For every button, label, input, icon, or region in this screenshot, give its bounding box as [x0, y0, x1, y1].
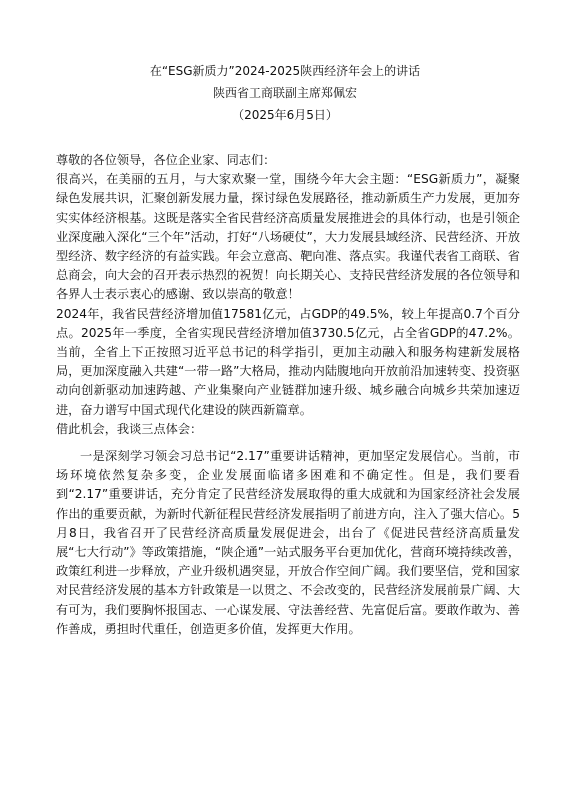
- speaker-line: 陕西省工商联副主席郑佩宏: [212, 86, 357, 100]
- document-header: [0, 60, 570, 126]
- paragraph-economy-stats: 2024年，我省民营经济增加值17581亿元，占GDP的49.5%，较上年提高0.7个百分点。2025年一季度，全省实现民营经济增加值3730.5亿元，占全省GDP的47.2%。当前，全省上下正按照习近平总书记的科学指引，更加主动融入和服务构建新发展格局，更加深度融入共建“一带一路”大格局，推动内陆腹地向开放前沿加速转变、投资驱动向创新驱动加速跨越、产业集聚向产业链群加速升级、城乡融合向城乡共荣加速迈进，奋力谱写中国式现代化建设的陕西新篇章。: [56, 306, 520, 417]
- salutation: 尊敬的各位领导，各位企业家、同志们：: [56, 153, 276, 167]
- speech-body: [56, 151, 520, 639]
- paragraph-point-one: 一是深刻学习领会习总书记“2.17”重要讲话精神，更加坚定发展信心。当前，市场环境依然复杂多变，企业发展面临诸多困难和不确定性。但是，我们要看到“2.17”重要讲话，充分肯定了民营经济发展取得的重大成就和为国家经济社会发展作出的重要贡献，为新时代新征程民营经济发展指明了前进方向，注入了强大信心。5月8日，我省召开了民营经济高质量发展促进会，出台了《促进民营经济高质量发展“七大行动”》等政策措施，“陕企通”一站式服务平台更加优化，营商环境持续改善，政策红利进一步释放，产业升级机遇突显，开放合作空间广阔。我们要坚信，党和国家对民营经济发展的基本方针政策是一以贯之、不会改变的，民营经济发展前景广阔、大有可为，我们要胸怀报国志、一心谋发展、守法善经营、先富促后富。要敢作敢为、善作善成，勇担时代重任，创造更多价值，发挥更大作用。: [56, 449, 521, 636]
- paragraph-three-points-intro: 借此机会，我谈三点体会：: [56, 421, 203, 436]
- speech-date: （2025年6月5日）: [232, 108, 338, 122]
- speech-title: 在“ESG新质力”2024-2025陕西经济年会上的讲话: [149, 64, 421, 78]
- paragraph-opening: 很高兴，在美丽的五月，与大家欢聚一堂，围绕今年大会主题：“ESG新质力”，凝聚绿色发展共识，汇聚创新发展力量，探讨绿色发展路径，推动新质生产力发展，更加夯实实体经济根基。这既是落实全省民营经济高质量发展推进会的具体行动，也是引领企业深度融入深化“三个年”活动，打好“八场硬仗”，大力发展县域经济、民营经济、开放型经济、数字经济的有益实践。年会立意高、靶向准、落点实。我谨代表省工商联、省总商会，向大会的召开表示热烈的祝贺！向长期关心、支持民营经济发展的各位领导和各界人士表示衷心的感谢、致以崇高的敬意！: [56, 172, 521, 302]
